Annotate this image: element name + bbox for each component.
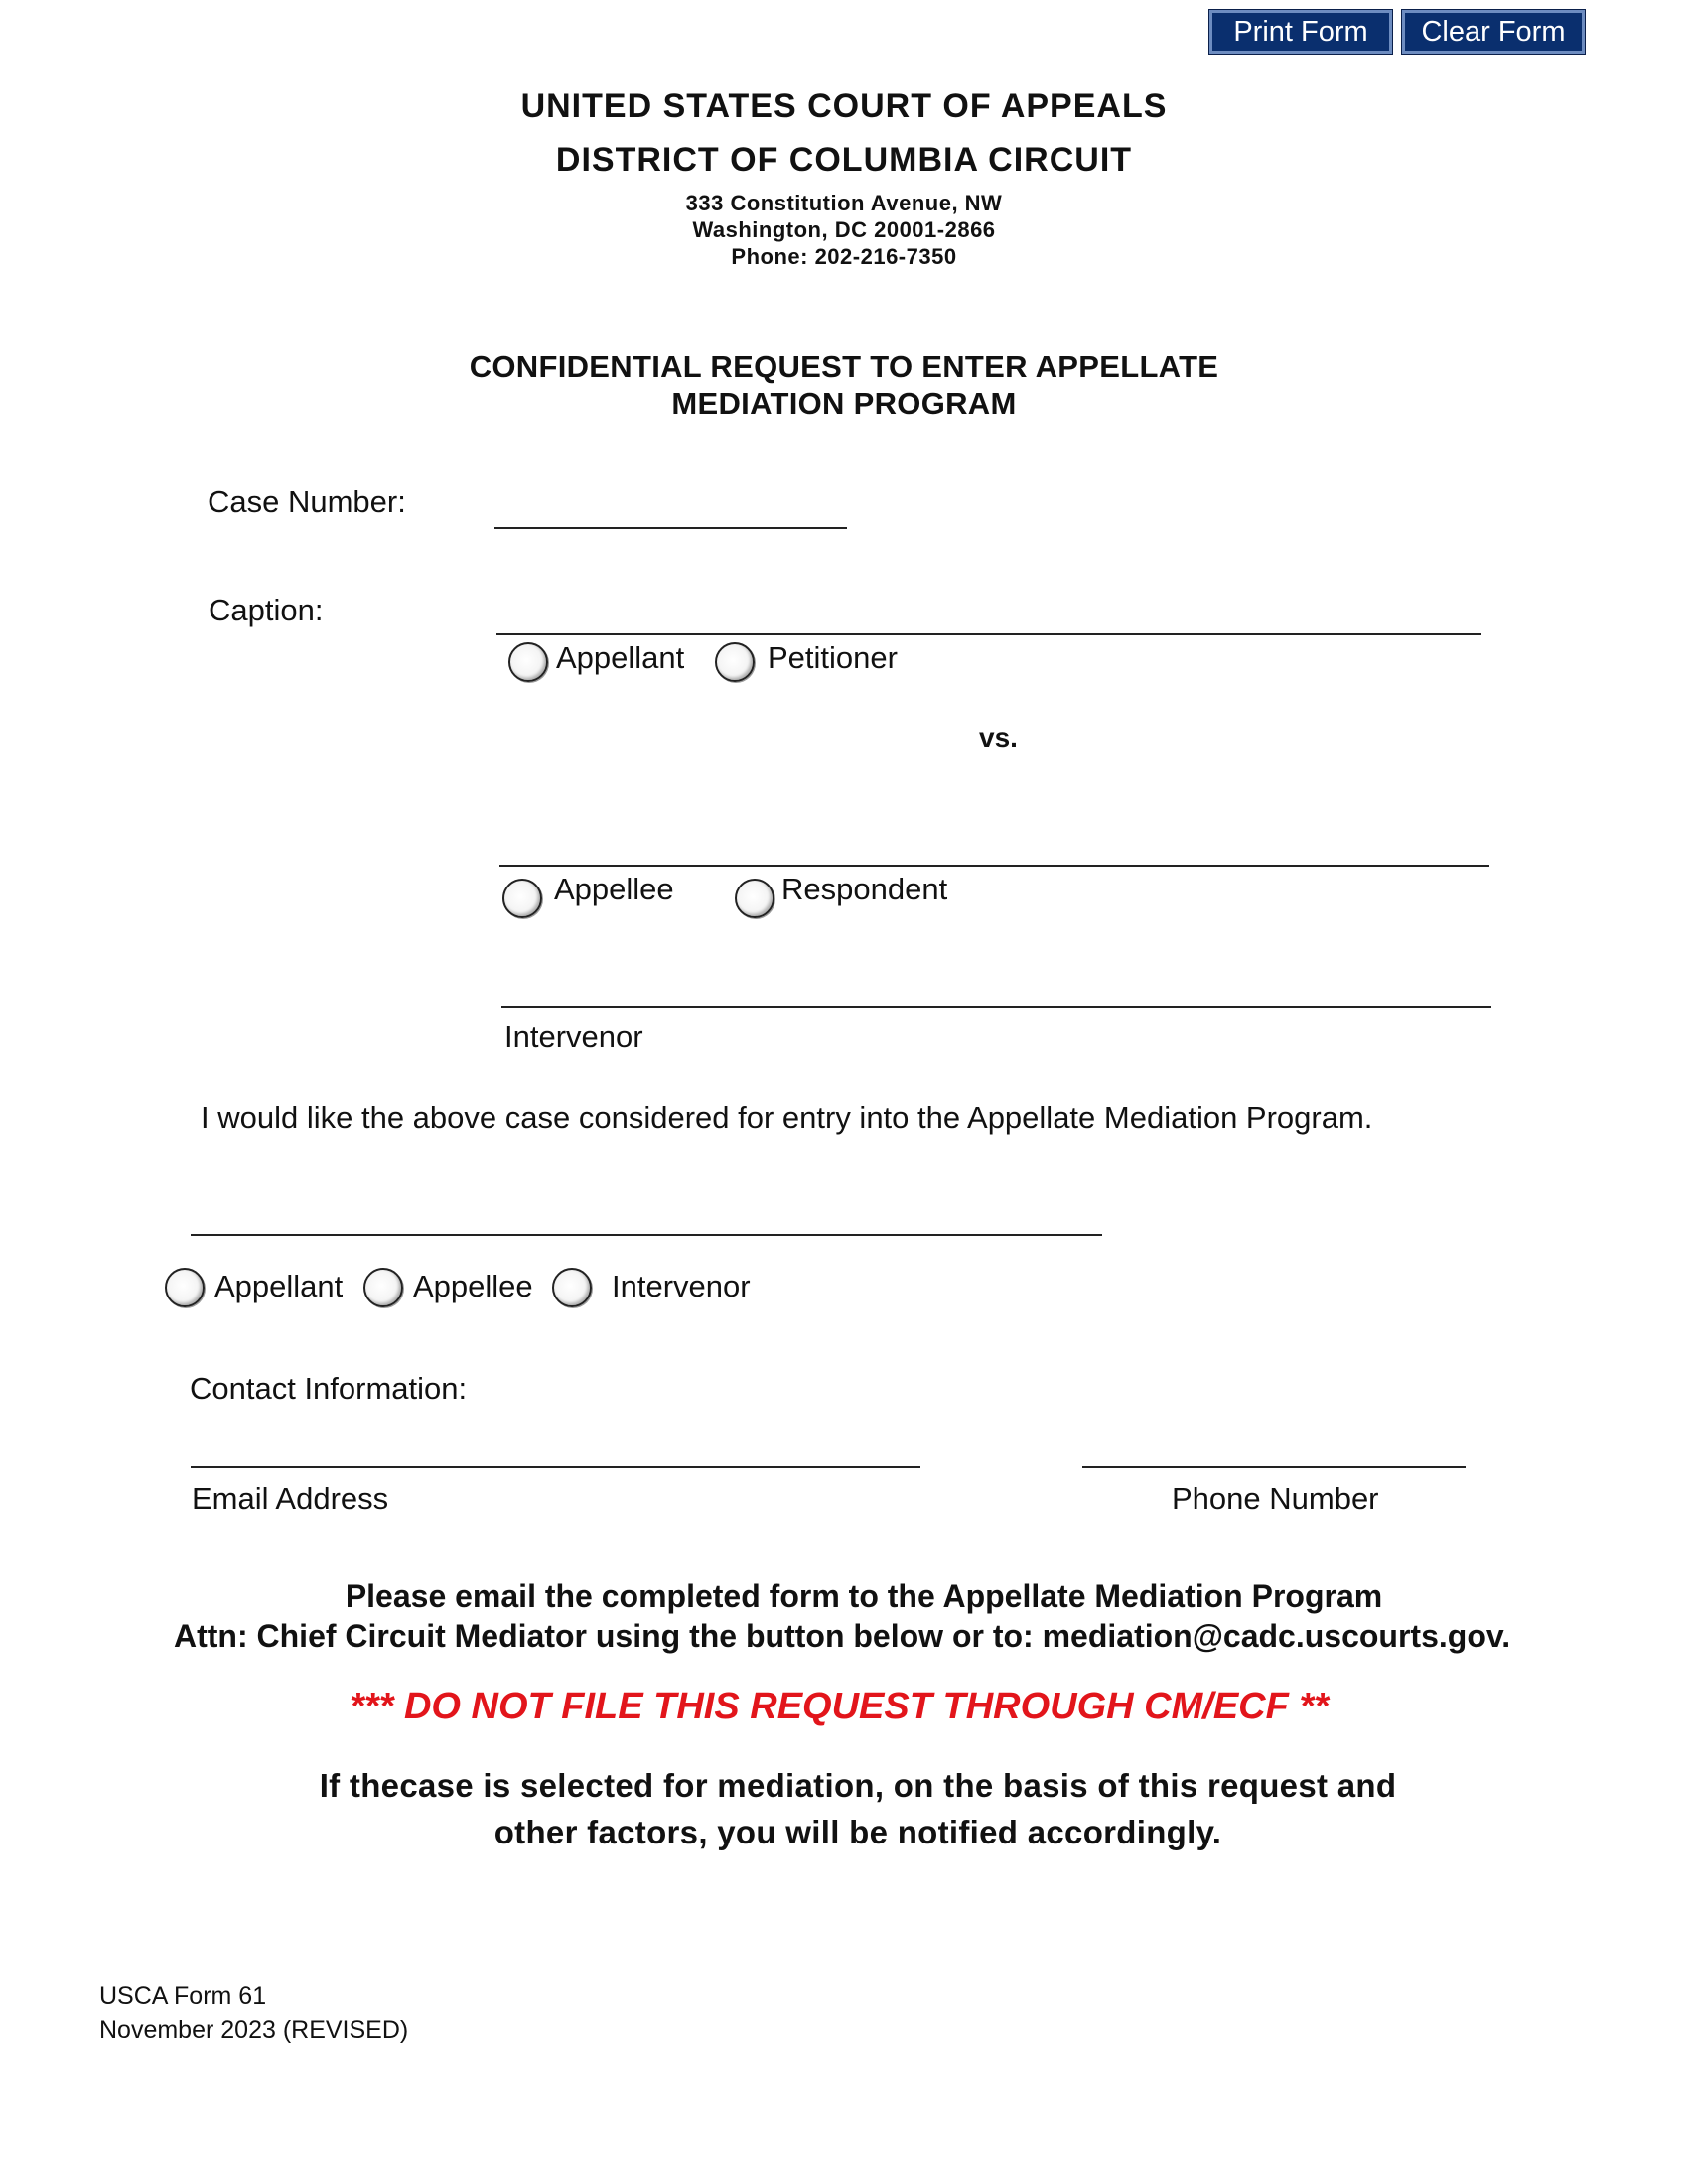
requester-intervenor-radio[interactable]: [552, 1268, 592, 1307]
requester-appellant-radio[interactable]: [165, 1268, 205, 1307]
court-address-city: Washington, DC 20001-2866: [692, 217, 996, 242]
party1-appellant-label: Appellant: [556, 640, 685, 675]
notification-line1: If thecase is selected for mediation, on the basis of this request and: [319, 1767, 1397, 1804]
requester-appellant-label: Appellant: [214, 1269, 344, 1303]
caption-intervenor-field[interactable]: [501, 1006, 1491, 1008]
phone-number-label: Phone Number: [1172, 1481, 1379, 1516]
party2-respondent-label: Respondent: [781, 872, 948, 906]
request-statement: I would like the above case considered for entry into the Appellate Mediation Program.: [201, 1100, 1373, 1135]
court-phone: Phone: 202-216-7350: [731, 244, 957, 269]
party2-appellee-radio[interactable]: [502, 879, 542, 918]
caption-party2-field[interactable]: [499, 865, 1489, 867]
contact-information-label: Contact Information:: [190, 1371, 468, 1406]
court-name-line1: UNITED STATES COURT OF APPEALS: [520, 87, 1168, 125]
email-address-label: Email Address: [192, 1481, 389, 1516]
print-form-button[interactable]: Print Form: [1209, 10, 1392, 54]
case-number-field[interactable]: [494, 527, 847, 529]
court-name-line2: DISTRICT OF COLUMBIA CIRCUIT: [555, 141, 1133, 179]
form-title-line1: CONFIDENTIAL REQUEST TO ENTER APPELLATE: [469, 349, 1219, 384]
caption-party1-field[interactable]: [496, 633, 1481, 635]
party1-petitioner-radio[interactable]: [715, 642, 755, 682]
intervenor-label: Intervenor: [504, 1020, 643, 1054]
email-address-field[interactable]: [191, 1466, 920, 1468]
instructions-line2: Attn: Chief Circuit Mediator using the button below or to: mediation@cadc.uscourts.gov.: [174, 1618, 1511, 1654]
instructions-line1: Please email the completed form to the Appellate Mediation Program: [345, 1578, 1383, 1614]
phone-number-field[interactable]: [1082, 1466, 1466, 1468]
versus-label: vs.: [979, 722, 1018, 752]
case-number-label: Case Number:: [208, 484, 406, 519]
form-revision: November 2023 (REVISED): [99, 2016, 409, 2044]
requester-appellee-radio[interactable]: [363, 1268, 403, 1307]
caption-label: Caption:: [209, 593, 324, 627]
clear-form-button[interactable]: Clear Form: [1402, 10, 1585, 54]
party2-respondent-radio[interactable]: [735, 879, 774, 918]
party1-petitioner-label: Petitioner: [768, 640, 898, 675]
party1-appellant-radio[interactable]: [508, 642, 548, 682]
court-address-street: 333 Constitution Avenue, NW: [685, 191, 1003, 215]
requester-name-field[interactable]: [191, 1234, 1102, 1236]
form-id: USCA Form 61: [99, 1982, 267, 2010]
notification-line2: other factors, you will be notified accordingly.: [493, 1814, 1222, 1850]
requester-intervenor-label: Intervenor: [612, 1269, 751, 1303]
party2-appellee-label: Appellee: [554, 872, 674, 906]
form-title-line2: MEDIATION PROGRAM: [671, 386, 1017, 421]
cmecf-warning: *** DO NOT FILE THIS REQUEST THROUGH CM/ECF **: [350, 1686, 1329, 1727]
requester-appellee-label: Appellee: [413, 1269, 533, 1303]
